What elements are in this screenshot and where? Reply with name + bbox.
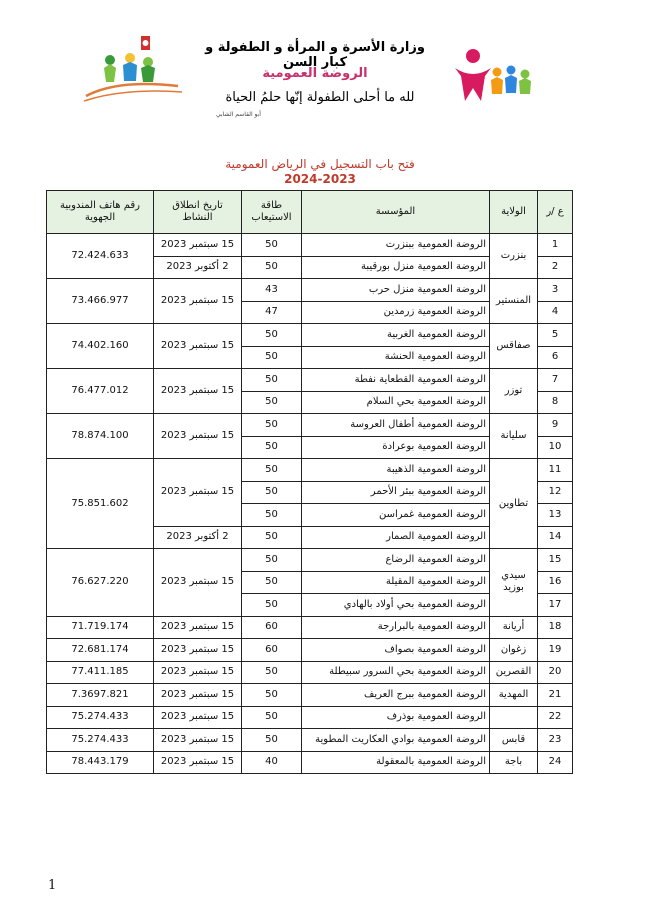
start-date-cell: 15 سبتمبر 2023 (154, 279, 242, 324)
capacity-cell: 50 (242, 526, 302, 549)
institution-cell: الروضة العمومية ببرج العريف (302, 684, 490, 707)
capacity-cell: 50 (242, 234, 302, 257)
table-row (47, 369, 573, 392)
row-number-cell: 8 (538, 391, 573, 414)
capacity-cell: 50 (242, 706, 302, 729)
page-number: 1 (48, 878, 57, 893)
institution-cell: الروضة العمومية بوعرادة (302, 436, 490, 459)
capacity-cell: 60 (242, 616, 302, 639)
start-date-cell: 2 أكتوبر 2023 (154, 526, 242, 549)
institution-cell: الروضة العمومية منزل بورقيبة (302, 256, 490, 279)
institution-cell: الروضة العمومية الصمار (302, 526, 490, 549)
phone-cell: 75.851.602 (47, 459, 154, 549)
institution-cell: الروضة العمومية بحي السرور سبيطلة (302, 661, 490, 684)
phone-cell: 74.402.160 (47, 324, 154, 369)
header-subtitle: الروضة العمومية (262, 66, 368, 81)
governorate-cell: أريانة (490, 616, 538, 639)
phone-cell: 71.719.174 (47, 616, 154, 639)
institution-cell: الروضة العمومية بوذرف (302, 706, 490, 729)
col-header-date: تاريخ انطلاق النشاط (154, 191, 242, 234)
governorate-cell: المهدية (490, 684, 538, 707)
capacity-cell: 50 (242, 346, 302, 369)
table-row (47, 706, 573, 729)
capacity-cell: 50 (242, 414, 302, 437)
row-number-cell: 12 (538, 481, 573, 504)
col-header-governorate: الولاية (490, 191, 538, 234)
institution-cell: الروضة العمومية القطعاية نفطة (302, 369, 490, 392)
table-row (47, 751, 573, 774)
start-date-cell: 15 سبتمبر 2023 (154, 459, 242, 527)
governorate-cell: قابس (490, 729, 538, 752)
phone-cell: 7.3697.821 (47, 684, 154, 707)
institution-cell: الروضة العمومية الذهيبة (302, 459, 490, 482)
row-number-cell: 18 (538, 616, 573, 639)
institution-cell: الروضة العمومية ببنزرت (302, 234, 490, 257)
start-date-cell: 15 سبتمبر 2023 (154, 661, 242, 684)
phone-cell: 78.443.179 (47, 751, 154, 774)
table-row (47, 414, 573, 437)
governorate-cell: باجة (490, 751, 538, 774)
table-row (47, 639, 573, 662)
row-number-cell: 21 (538, 684, 573, 707)
capacity-cell: 50 (242, 256, 302, 279)
row-number-cell: 22 (538, 706, 573, 729)
start-date-cell: 15 سبتمبر 2023 (154, 549, 242, 617)
governorate-cell: المنستير (490, 279, 538, 324)
start-date-cell: 15 سبتمبر 2023 (154, 414, 242, 459)
phone-cell: 76.627.220 (47, 549, 154, 617)
institution-cell: الروضة العمومية المقيلة (302, 571, 490, 594)
capacity-cell: 50 (242, 504, 302, 527)
kindergarten-logo (445, 46, 535, 110)
institution-cell: الروضة العمومية الرضاع (302, 549, 490, 572)
table-row (47, 684, 573, 707)
col-header-capacity: طاقة الاستيعاب (242, 191, 302, 234)
institution-cell: الروضة العمومية غمراسن (302, 504, 490, 527)
governorate-cell: بنزرت (490, 234, 538, 279)
header-quote: لله ما أحلى الطفولة إنّها حلمُ الحياة (225, 90, 415, 105)
row-number-cell: 4 (538, 301, 573, 324)
table-header-row (47, 191, 573, 234)
ministry-logo (78, 34, 188, 113)
phone-cell: 72.424.633 (47, 234, 154, 279)
document-title: فتح باب التسجيل في الرياض العمومية (225, 157, 415, 171)
row-number-cell: 20 (538, 661, 573, 684)
capacity-cell: 50 (242, 594, 302, 617)
capacity-cell: 50 (242, 369, 302, 392)
start-date-cell: 15 سبتمبر 2023 (154, 324, 242, 369)
institution-cell: الروضة العمومية بالبرارجة (302, 616, 490, 639)
capacity-cell: 50 (242, 324, 302, 347)
start-date-cell: 15 سبتمبر 2023 (154, 639, 242, 662)
table-row (47, 279, 573, 302)
row-number-cell: 7 (538, 369, 573, 392)
institution-cell: الروضة العمومية ببئر الأحمر (302, 481, 490, 504)
table-row (47, 729, 573, 752)
row-number-cell: 6 (538, 346, 573, 369)
capacity-cell: 50 (242, 661, 302, 684)
institution-cell: الروضة العمومية بحي السلام (302, 391, 490, 414)
row-number-cell: 23 (538, 729, 573, 752)
row-number-cell: 16 (538, 571, 573, 594)
table-row (47, 549, 573, 572)
start-date-cell: 15 سبتمبر 2023 (154, 684, 242, 707)
capacity-cell: 43 (242, 279, 302, 302)
institution-cell: الروضة العمومية أطفال العروسة (302, 414, 490, 437)
governorate-cell: سليانة (490, 414, 538, 459)
row-number-cell: 10 (538, 436, 573, 459)
institution-cell: الروضة العمومية منزل حرب (302, 279, 490, 302)
table-body (47, 234, 573, 774)
capacity-cell: 60 (242, 639, 302, 662)
phone-cell: 75.274.433 (47, 706, 154, 729)
document-year: 2024-2023 (284, 172, 356, 186)
row-number-cell: 13 (538, 504, 573, 527)
phone-cell: 73.466.977 (47, 279, 154, 324)
table-row (47, 234, 573, 257)
start-date-cell: 15 سبتمبر 2023 (154, 234, 242, 257)
capacity-cell: 40 (242, 751, 302, 774)
row-number-cell: 15 (538, 549, 573, 572)
capacity-cell: 50 (242, 436, 302, 459)
registration-table (46, 190, 573, 774)
row-number-cell: 1 (538, 234, 573, 257)
row-number-cell: 5 (538, 324, 573, 347)
ministry-name: وزارة الأسرة و المرأة و الطفولة و كبار السن (205, 40, 425, 70)
row-number-cell: 9 (538, 414, 573, 437)
governorate-cell: سيدي بوزيد (490, 549, 538, 617)
start-date-cell: 15 سبتمبر 2023 (154, 616, 242, 639)
capacity-cell: 50 (242, 481, 302, 504)
start-date-cell: 15 سبتمبر 2023 (154, 369, 242, 414)
phone-cell: 78.874.100 (47, 414, 154, 459)
institution-cell: الروضة العمومية زرمدين (302, 301, 490, 324)
row-number-cell: 19 (538, 639, 573, 662)
row-number-cell: 2 (538, 256, 573, 279)
phone-cell: 72.681.174 (47, 639, 154, 662)
quote-author: أبو القاسم الشابي (216, 111, 261, 118)
phone-cell: 77.411.185 (47, 661, 154, 684)
capacity-cell: 47 (242, 301, 302, 324)
capacity-cell: 50 (242, 729, 302, 752)
table-row (47, 324, 573, 347)
governorate-cell: القصرين (490, 661, 538, 684)
institution-cell: الروضة العمومية الغربية (302, 324, 490, 347)
institution-cell: الروضة العمومية بوادي العكاريت المطوية (302, 729, 490, 752)
governorate-cell: زغوان (490, 639, 538, 662)
start-date-cell: 15 سبتمبر 2023 (154, 751, 242, 774)
start-date-cell: 15 سبتمبر 2023 (154, 706, 242, 729)
phone-cell: 75.274.433 (47, 729, 154, 752)
phone-cell: 76.477.012 (47, 369, 154, 414)
col-header-institution: المؤسسة (302, 191, 490, 234)
row-number-cell: 3 (538, 279, 573, 302)
start-date-cell: 15 سبتمبر 2023 (154, 729, 242, 752)
row-number-cell: 17 (538, 594, 573, 617)
institution-cell: الروضة العمومية بالمعقولة (302, 751, 490, 774)
table-row (47, 459, 573, 482)
col-header-phone: رقم هاتف المندوبية الجهوية (47, 191, 154, 234)
capacity-cell: 50 (242, 549, 302, 572)
capacity-cell: 50 (242, 459, 302, 482)
table-row (47, 616, 573, 639)
governorate-cell: تطاوين (490, 459, 538, 549)
governorate-cell (490, 706, 538, 729)
capacity-cell: 50 (242, 684, 302, 707)
table-row (47, 661, 573, 684)
start-date-cell: 2 أكتوبر 2023 (154, 256, 242, 279)
institution-cell: الروضة العمومية الحنشة (302, 346, 490, 369)
capacity-cell: 50 (242, 391, 302, 414)
capacity-cell: 50 (242, 571, 302, 594)
governorate-cell: توزر (490, 369, 538, 414)
row-number-cell: 24 (538, 751, 573, 774)
institution-cell: الروضة العمومية بحي أولاد بالهادي (302, 594, 490, 617)
row-number-cell: 11 (538, 459, 573, 482)
col-header-number: ع /ر (538, 191, 573, 234)
governorate-cell: صفاقس (490, 324, 538, 369)
institution-cell: الروضة العمومية بصواف (302, 639, 490, 662)
row-number-cell: 14 (538, 526, 573, 549)
